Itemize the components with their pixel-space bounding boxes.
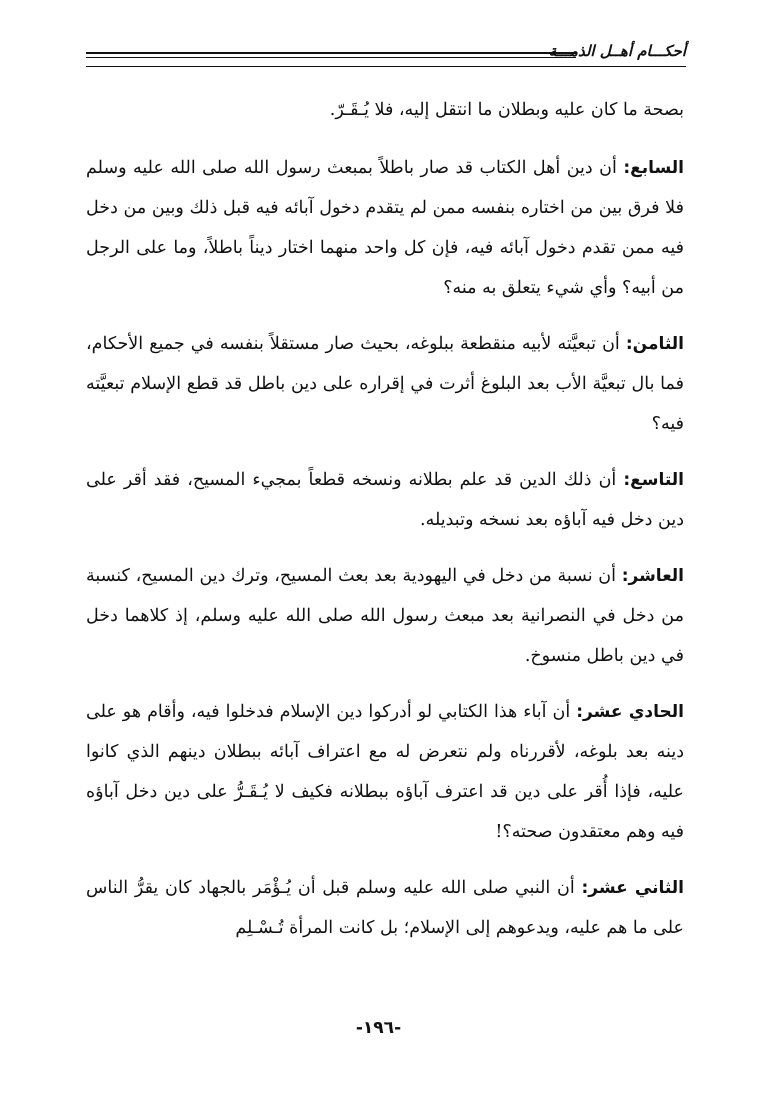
page-number: -١٩٦-: [355, 1018, 402, 1038]
paragraph-text: أن دين أهل الكتاب قد صار باطلاً بمبعث رسول الله صلى الله عليه وسلم فلا فرق بين من اختاره بنفسه ممن لم يتقدم دخول آبائه فيه قبل ذلك وبين من دخل فيه ممن تقدم دخول آبائه فيه، فإن كل واحد منهما اختار ديناً باطلاً، وما على الرجل من أبيه؟ وأي شيء يتعلق به منه؟: [86, 158, 684, 298]
paragraph-lead: الثاني عشر:: [581, 878, 684, 898]
paragraph-text: أن نسبة من دخل في اليهودية بعد بعث المسيح، وترك دين المسيح، كنسبة من دخل في النصرانية بعد مبعث رسول الله صلى الله عليه وسلم، إذ كلاهما دخل في دين باطل منسوخ.: [86, 566, 684, 666]
paragraph: [86, 148, 684, 308]
paragraph: [86, 324, 684, 444]
paragraph-lead: العاشر:: [621, 566, 684, 586]
paragraph-lead: التاسع:: [623, 470, 684, 490]
paragraph-text: أن النبي صلى الله عليه وسلم قبل أن يُـؤْمَر بالجهاد كان يقرُّ الناس على ما هم عليه، ويدعوهم إلى الإسلام؛ بل كانت المرأة تُـسْـلِم: [86, 878, 684, 938]
header-title: أحكـــام أهــل الذمـــة: [548, 42, 686, 60]
paragraph-text: أن تبعيَّته لأبيه منقطعة ببلوغه، بحيث صار مستقلاً بنفسه في جميع الأحكام، فما بال تبعيَّة الأب بعد البلوغ أثرت في إقراره على دين باطل قد قطع الإسلام تبعيَّته فيه؟: [86, 334, 684, 434]
paragraph: [86, 556, 684, 676]
paragraph: [86, 460, 684, 540]
running-header: [86, 42, 686, 72]
paragraph: [86, 692, 684, 852]
paragraph: [86, 90, 684, 130]
header-rule: [86, 52, 576, 58]
paragraph-lead: السابع:: [623, 158, 684, 178]
paragraph-text: بصحة ما كان عليه وبطلان ما انتقل إليه، فلا يُـقَـرّ.: [329, 100, 684, 120]
paragraph: [86, 868, 684, 948]
paragraph-text: أن آباء هذا الكتابي لو أدركوا دين الإسلام فدخلوا فيه، وأقام هو على دينه بعد بلوغه، لأقررناه ولم نتعرض له مع اعتراف آبائه ببطلان دينهم الذي كانوا عليه، فإذا أُقر على دين قد اعترف آباؤه ببطلانه فكيف لا يُـقَـرُّ على دين دخل آباؤه فيه وهم معتقدون صحته؟!: [86, 702, 684, 842]
page-body: [86, 90, 684, 964]
header-underline: [86, 66, 686, 67]
paragraph-lead: الحادي عشر:: [576, 702, 684, 722]
paragraph-lead: الثامن:: [625, 334, 684, 354]
paragraph-text: أن ذلك الدين قد علم بطلانه ونسخه قطعاً بمجيء المسيح، فقد أقر على دين دخل فيه آباؤه بعد نسخه وتبديله.: [86, 470, 684, 530]
